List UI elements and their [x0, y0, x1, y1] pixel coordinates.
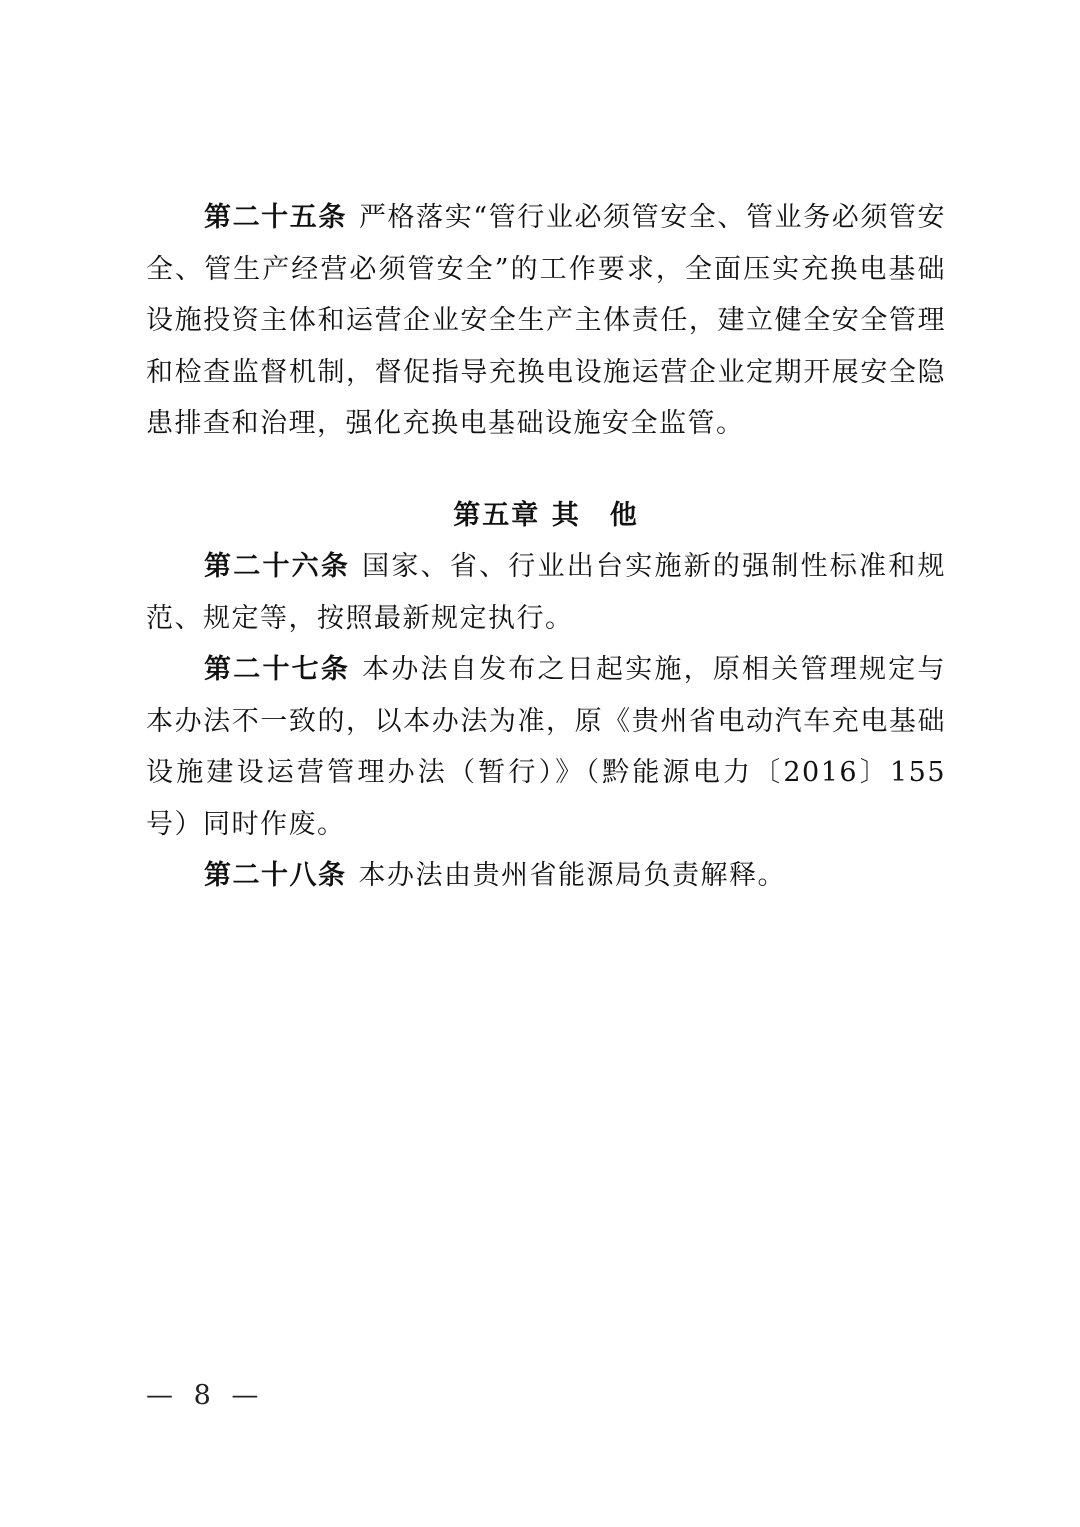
- article-27: [146, 644, 946, 850]
- article-text: 本办法自发布之日起实施，原相关管理规定与本办法不一致的，以本办法为准，原《贵州省电动汽车充电基础设施建设运营管理办法（暂行）》（黔能源电力〔2016〕155号）同时作废。: [146, 654, 947, 840]
- article-text: 本办法由贵州省能源局负责解释。: [358, 860, 786, 891]
- chapter-title: 第五章 其 他: [453, 499, 639, 531]
- article-text: 严格落实“管行业必须管安全、管业务必须管安全、管生产经营必须管安全”的工作要求，全面压实充换电基础设施投资主体和运营企业安全生产主体责任，建立健全安全管理和检查监督机制，督促指导充换电设施运营企业定期开展安全隐患排查和治理，强化充换电基础设施安全监管。: [146, 202, 946, 439]
- article-25: [146, 192, 946, 450]
- page-number: 8: [193, 1380, 211, 1411]
- page-footer: [146, 1376, 258, 1416]
- article-label: 第二十五条: [204, 202, 347, 233]
- article-label: 第二十七条: [204, 654, 351, 685]
- footer-dash-left: —: [146, 1380, 173, 1411]
- document-body: [146, 192, 946, 902]
- article-28: [146, 850, 946, 902]
- footer-dash-right: —: [231, 1380, 259, 1411]
- article-text: 国家、省、行业出台实施新的强制性标准和规范、规定等，按照最新规定执行。: [146, 551, 947, 634]
- article-label: 第二十六条: [204, 551, 351, 582]
- article-label: 第二十八条: [204, 860, 347, 891]
- article-26: [146, 541, 946, 644]
